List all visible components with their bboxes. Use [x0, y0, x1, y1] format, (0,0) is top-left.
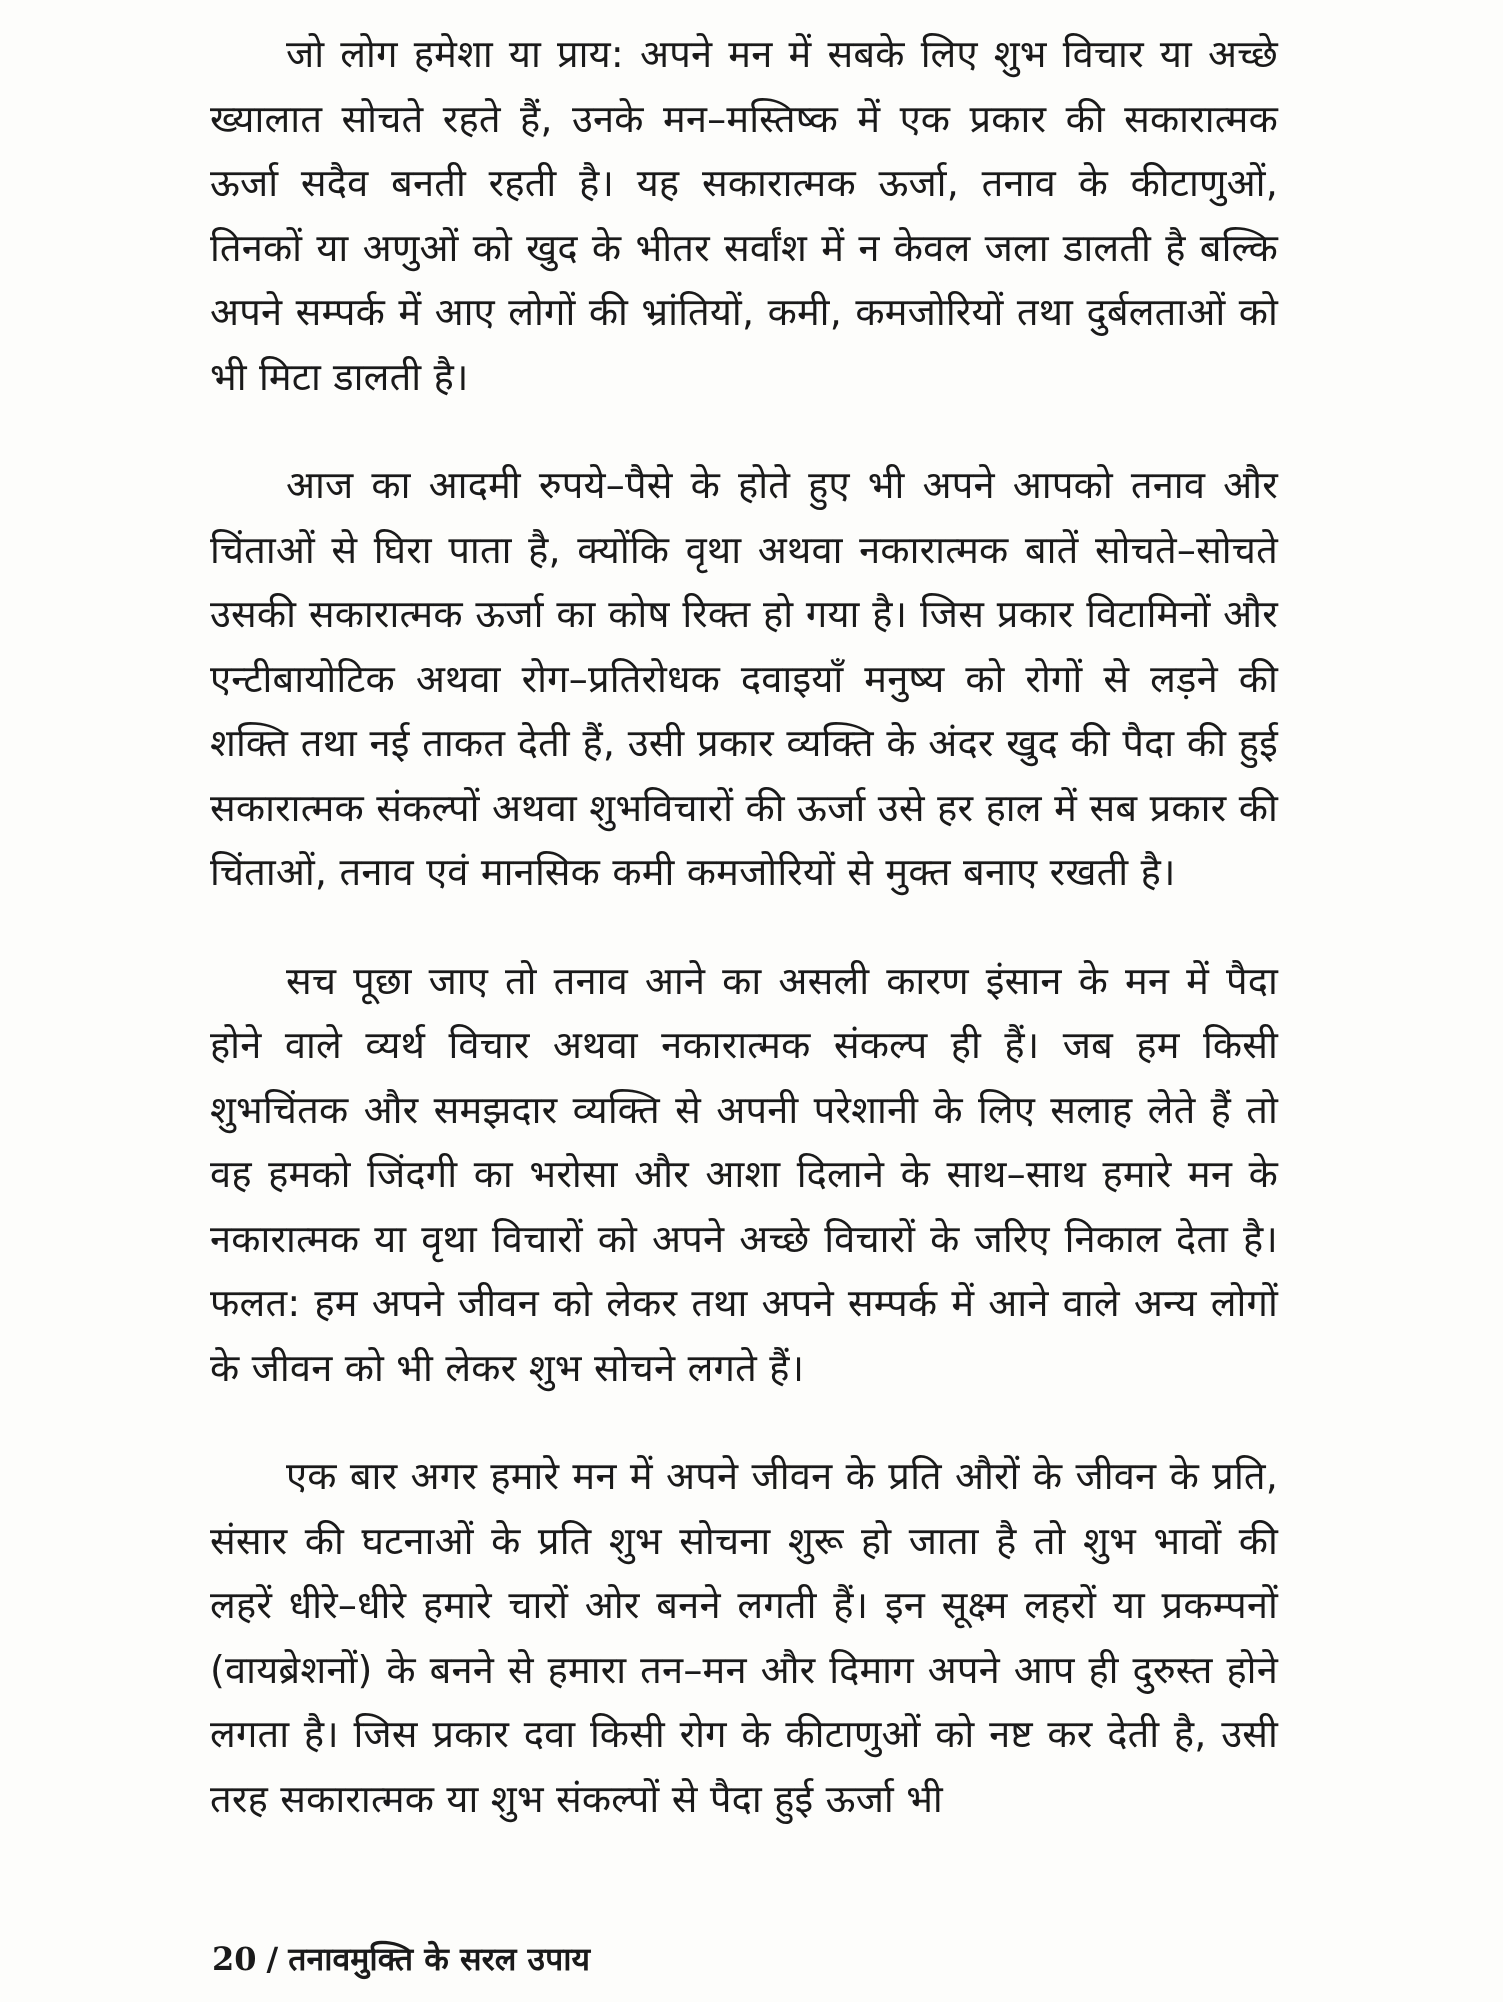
book-title: तनावमुक्ति के सरल उपाय [288, 1940, 591, 1978]
paragraph-2: आज का आदमी रुपये–पैसे के होते हुए भी अपने आपको तनाव और चिंताओं से घिरा पाता है, क्योंकि वृथा अथवा नकारात्मक बातें सोचते–सोचते उसकी सकारात्मक ऊर्जा का कोष रिक्त हो गया है। जिस प्रकार विटामिनों और एन्टीबायोटिक अथवा रोग–प्रतिरोधक दवाइयाँ मनुष्य को रोगों से लड़ने की शक्ति तथा नई ताकत देती हैं, उसी प्रकार व्यक्ति के अंदर खुद की पैदा की हुई सकारात्मक संकल्पों अथवा शुभविचारों की ऊर्जा उसे हर हाल में सब प्रकार की चिंताओं, तनाव एवं मानसिक कमी कमजोरियों से मुक्त बनाए रखती है। [210, 463, 1278, 894]
footer-separator: / [266, 1940, 279, 1978]
body-text [210, 22, 1278, 1831]
page-number: 20 [212, 1940, 257, 1978]
page-footer [212, 1937, 590, 1980]
paragraph-3: सच पूछा जाए तो तनाव आने का असली कारण इंसान के मन में पैदा होने वाले व्यर्थ विचार अथवा नकारात्मक संकल्प ही हैं। जब हम किसी शुभचिंतक और समझदार व्यक्ति से अपनी परेशानी के लिए सलाह लेते हैं तो वह हमको जिंदगी का भरोसा और आशा दिलाने के साथ–साथ हमारे मन के नकारात्मक या वृथा विचारों को अपने अच्छे विचारों के जरिए निकाल देता है। फलत: हम अपने जीवन को लेकर तथा अपने सम्पर्क में आने वाले अन्य लोगों के जीवन को भी लेकर शुभ सोचने लगते हैं। [210, 958, 1278, 1390]
paragraph-1: जो लोग हमेशा या प्राय: अपने मन में सबके लिए शुभ विचार या अच्छे ख्यालात सोचते रहते हैं, उनके मन–मस्तिष्क में एक प्रकार की सकारात्मक ऊर्जा सदैव बनती रहती है। यह सकारात्मक ऊर्जा, तनाव के कीटाणुओं, तिनकों या अणुओं को खुद के भीतर सर्वांश में न केवल जला डालती है बल्कि अपने सम्पर्क में आए लोगों की भ्रांतियों, कमी, कमजोरियों तथा दुर्बलताओं को भी मिटा डालती है। [210, 32, 1278, 399]
paragraph-4: एक बार अगर हमारे मन में अपने जीवन के प्रति औरों के जीवन के प्रति, संसार की घटनाओं के प्रति शुभ सोचना शुरू हो जाता है तो शुभ भावों की लहरें धीरे–धीरे हमारे चारों ओर बनने लगती हैं। इन सूक्ष्म लहरों या प्रकम्पनों (वायब्रेशनों) के बनने से हमारा तन–मन और दिमाग अपने आप ही दुरुस्त होने लगता है। जिस प्रकार दवा किसी रोग के कीटाणुओं को नष्ट कर देती है, उसी तरह सकारात्मक या शुभ संकल्पों से पैदा हुई ऊर्जा भी [210, 1454, 1278, 1821]
